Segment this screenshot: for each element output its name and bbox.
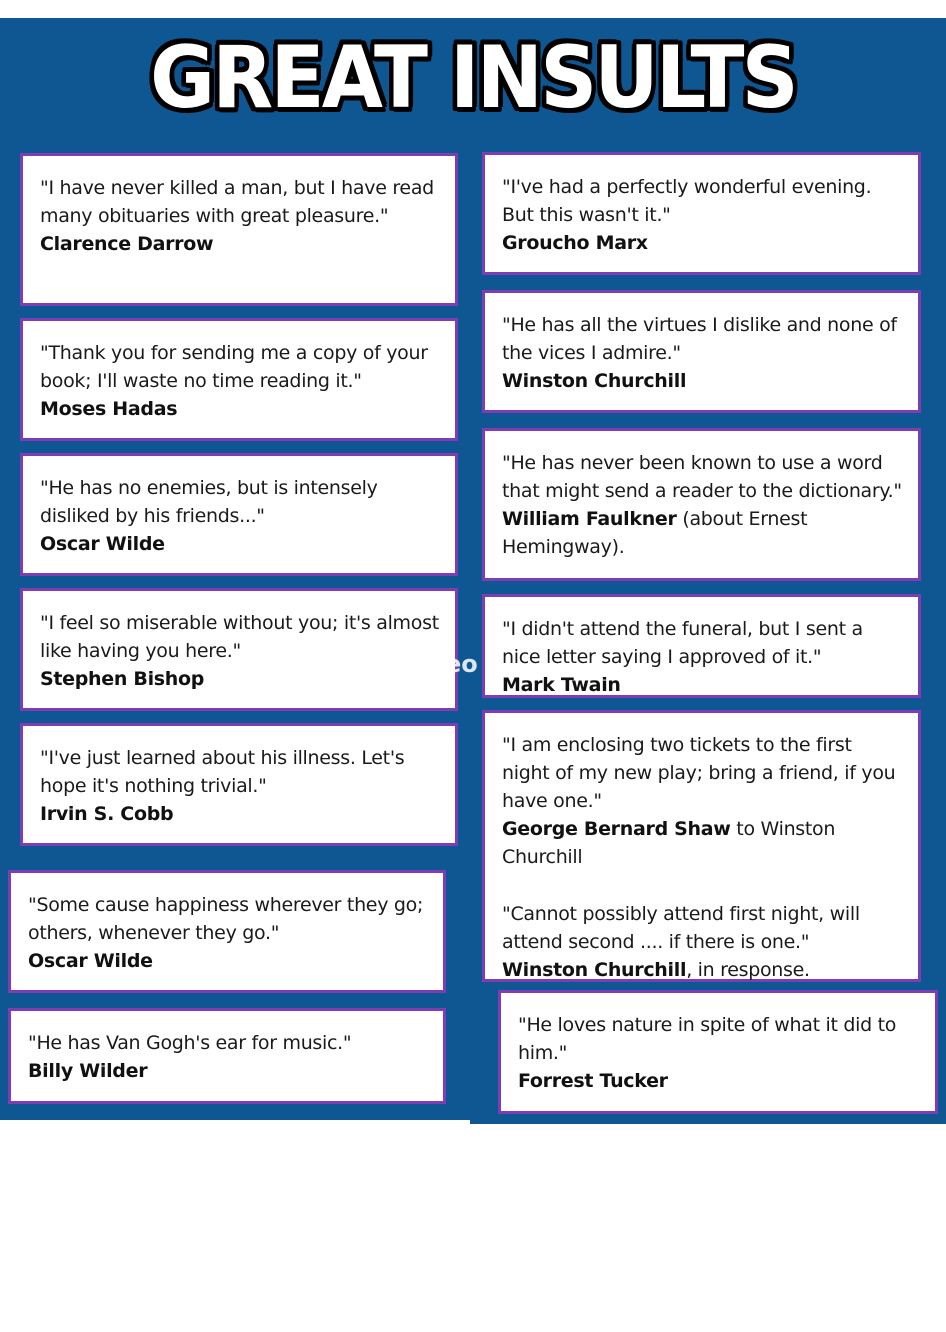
- watermark-text: eo: [445, 650, 478, 678]
- quote-text: "I've just learned about his illness. Let's hope it's nothing trivial.": [40, 747, 405, 797]
- quote-card: [8, 870, 446, 993]
- quote-author: Clarence Darrow: [40, 233, 214, 255]
- quote-card: [8, 1008, 446, 1104]
- reply-quote-author: Winston Churchill: [502, 959, 687, 981]
- quote-text: "I am enclosing two tickets to the first night of my new play; bring a friend, if you have one.": [502, 734, 896, 812]
- quote-card: [20, 153, 458, 306]
- quote-author: Oscar Wilde: [40, 533, 165, 555]
- quote-card: [20, 318, 458, 441]
- quote-text: "He has no enemies, but is intensely disliked by his friends...": [40, 477, 378, 527]
- quote-card: [482, 428, 921, 581]
- quote-note: (about Ernest Hemingway).: [502, 508, 808, 558]
- quote-note: to Winston Churchill: [502, 818, 836, 868]
- quote-text: "I've had a perfectly wonderful evening. But this wasn't it.": [502, 176, 872, 226]
- quote-card: [482, 152, 921, 275]
- quote-card: [20, 723, 458, 846]
- quote-author: Mark Twain: [502, 674, 621, 696]
- quote-card: [20, 453, 458, 576]
- quote-text: "He loves nature in spite of what it did to him.": [518, 1014, 897, 1064]
- quote-text: "Thank you for sending me a copy of your book; I'll waste no time reading it.": [40, 342, 428, 392]
- quote-card: [482, 710, 921, 982]
- quote-author: Oscar Wilde: [28, 950, 153, 972]
- quote-author: George Bernard Shaw: [502, 818, 731, 840]
- quote-text: "I have never killed a man, but I have read many obituaries with great pleasure.": [40, 177, 434, 227]
- quote-text: "He has Van Gogh's ear for music.": [28, 1032, 352, 1054]
- quote-author: Billy Wilder: [28, 1060, 148, 1082]
- quote-text: "He has never been known to use a word that might send a reader to the dictionary.": [502, 452, 902, 502]
- reply-quote-text: "Cannot possibly attend first night, will attend second .... if there is one.": [502, 903, 860, 953]
- quote-card: [482, 594, 921, 698]
- quote-text: "I didn't attend the funeral, but I sent a nice letter saying I approved of it.": [502, 618, 863, 668]
- quote-card: [20, 588, 458, 711]
- quote-card: [482, 290, 921, 413]
- quote-author: Moses Hadas: [40, 398, 178, 420]
- quote-card: [498, 990, 938, 1114]
- quote-text: "I feel so miserable without you; it's almost like having you here.": [40, 612, 439, 662]
- quote-text: "Some cause happiness wherever they go; others, whenever they go.": [28, 894, 424, 944]
- quote-author: Irvin S. Cobb: [40, 803, 174, 825]
- quote-author: William Faulkner: [502, 508, 677, 530]
- quote-author: Stephen Bishop: [40, 668, 205, 690]
- quote-author: Groucho Marx: [502, 232, 648, 254]
- quote-author: Winston Churchill: [502, 370, 687, 392]
- quote-text: "He has all the virtues I dislike and none of the vices I admire.": [502, 314, 897, 364]
- reply-quote-note: , in response.: [686, 959, 810, 981]
- quote-author: Forrest Tucker: [518, 1070, 668, 1092]
- page-title: GREAT INSULTS: [150, 28, 796, 128]
